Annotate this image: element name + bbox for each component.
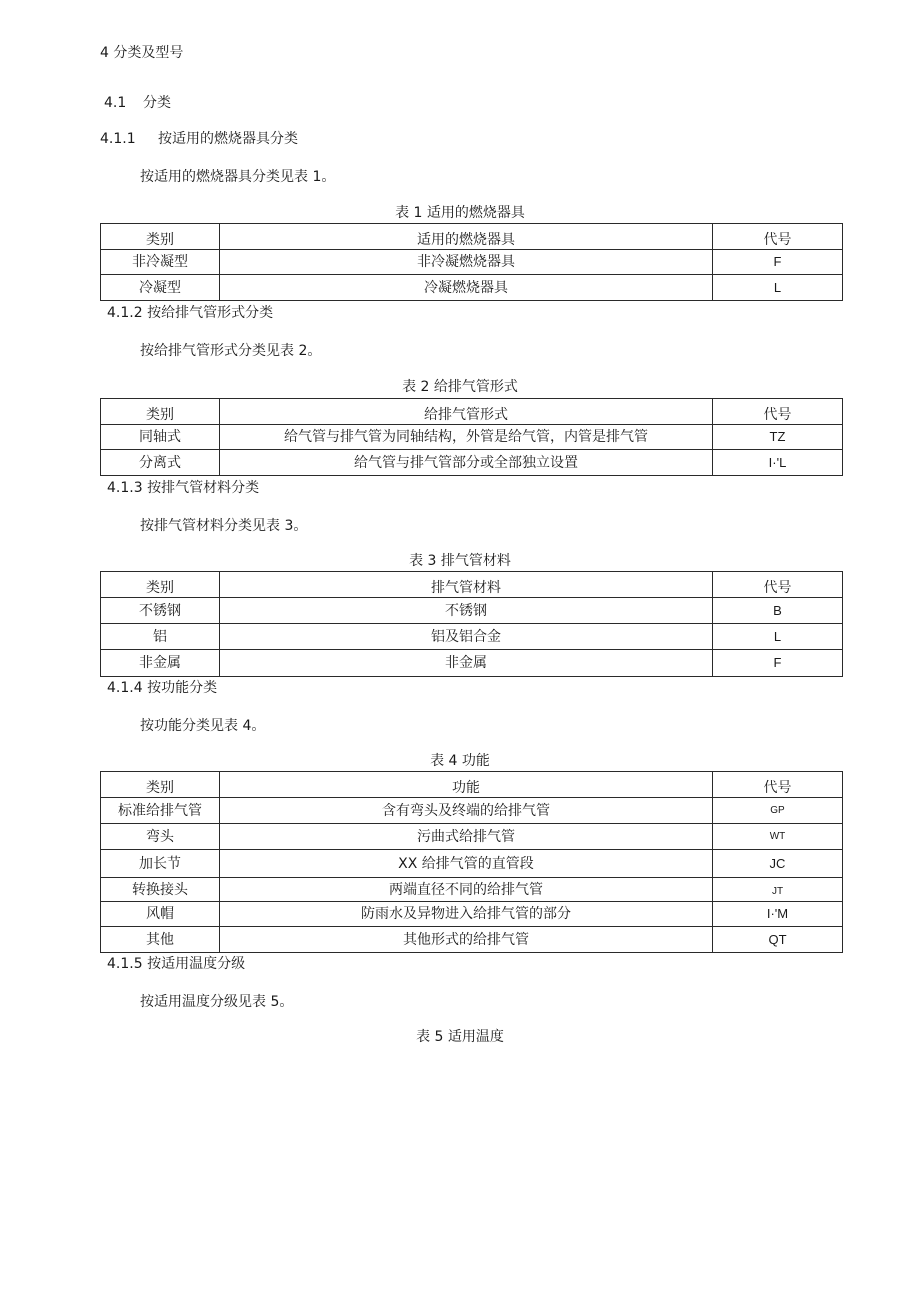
table-row (101, 878, 843, 902)
table-2 (100, 398, 843, 476)
table-4 (100, 771, 843, 953)
code-cell: I·'L (713, 450, 843, 476)
table-row (101, 850, 843, 878)
table-1-caption: 表 1 适用的燃烧器具 (395, 205, 525, 221)
header-cell: 功能 (220, 772, 713, 798)
code-cell: WT (713, 824, 843, 850)
table-3 (100, 571, 843, 677)
code-cell: F (713, 650, 843, 677)
table-header-row (101, 224, 843, 250)
header-cell: 代号 (713, 572, 843, 598)
table-cell: 同轴式 (101, 425, 220, 450)
table-cell: 其他 (101, 927, 220, 953)
header-cell: 代号 (713, 224, 843, 250)
code-cell: JT (713, 878, 843, 902)
section-heading-4: 4 分类及型号 (100, 45, 184, 61)
table-cell: 弯头 (101, 824, 220, 850)
table-header-row (101, 572, 843, 598)
table-cell: 分离式 (101, 450, 220, 476)
table-cell: 冷凝燃烧器具 (220, 275, 713, 301)
table-cell: 非金属 (220, 650, 713, 677)
table-cell: 两端直径不同的给排气管 (220, 878, 713, 902)
table-cell: 铝及铝合金 (220, 624, 713, 650)
section-title-4-1-3: 4.1.3 按排气管材料分类 (107, 480, 260, 496)
header-cell: 类别 (101, 772, 220, 798)
section-number-4-1: 4.1 (104, 95, 127, 111)
table-cell: 标准给排气管 (101, 798, 220, 824)
section-number-4-1-1: 4.1.1 (100, 131, 136, 147)
header-cell: 类别 (101, 224, 220, 250)
code-cell: I·'M (713, 902, 843, 927)
header-cell: 适用的燃烧器具 (220, 224, 713, 250)
paragraph-4-1-1: 按适用的燃烧器具分类见表 1。 (140, 169, 336, 185)
section-title-4-1-2: 4.1.2 按给排气管形式分类 (107, 305, 274, 321)
header-cell: 给排气管形式 (220, 399, 713, 425)
header-cell: 代号 (713, 772, 843, 798)
table-cell: 非冷凝型 (101, 250, 220, 275)
table-cell: 给气管与排气管部分或全部独立设置 (220, 450, 713, 476)
table-cell: 冷凝型 (101, 275, 220, 301)
table-cell: 防雨水及异物进入给排气管的部分 (220, 902, 713, 927)
table-3-caption: 表 3 排气管材料 (409, 553, 511, 569)
table-1 (100, 223, 843, 301)
table-header-row (101, 772, 843, 798)
table-row (101, 624, 843, 650)
table-row (101, 250, 843, 275)
table-5-caption: 表 5 适用温度 (416, 1029, 504, 1045)
code-cell: L (713, 275, 843, 301)
paragraph-4-1-5: 按适用温度分级见表 5。 (140, 994, 294, 1010)
table-row (101, 824, 843, 850)
table-cell: 不锈钢 (101, 598, 220, 624)
table-cell: 非金属 (101, 650, 220, 677)
header-cell: 类别 (101, 399, 220, 425)
table-cell: 含有弯头及终端的给排气管 (220, 798, 713, 824)
header-cell: 代号 (713, 399, 843, 425)
table-cell: 污曲式给排气管 (220, 824, 713, 850)
table-row (101, 798, 843, 824)
header-cell: 排气管材料 (220, 572, 713, 598)
code-cell: L (713, 624, 843, 650)
table-row (101, 598, 843, 624)
paragraph-4-1-2: 按给排气管形式分类见表 2。 (140, 343, 322, 359)
table-header-row (101, 399, 843, 425)
table-cell: 非冷凝燃烧器具 (220, 250, 713, 275)
table-cell: 转换接头 (101, 878, 220, 902)
table-4-caption: 表 4 功能 (430, 753, 490, 769)
table-row (101, 650, 843, 677)
code-cell: JC (713, 850, 843, 878)
paragraph-4-1-3: 按排气管材料分类见表 3。 (140, 518, 308, 534)
table-row (101, 450, 843, 476)
table-cell: 其他形式的给排气管 (220, 927, 713, 953)
table-row (101, 275, 843, 301)
section-title-4-1-1: 按适用的燃烧器具分类 (158, 131, 298, 147)
code-cell: B (713, 598, 843, 624)
table-cell: 铝 (101, 624, 220, 650)
paragraph-4-1-4: 按功能分类见表 4。 (140, 718, 266, 734)
code-cell: F (713, 250, 843, 275)
section-title-4-1-4: 4.1.4 按功能分类 (107, 680, 218, 696)
table-cell: 风帽 (101, 902, 220, 927)
table-cell: 给气管与排气管为同轴结构，外管是给气管，内管是排气管 (220, 425, 713, 450)
code-cell: QT (713, 927, 843, 953)
section-title-4-1-5: 4.1.5 按适用温度分级 (107, 956, 246, 972)
table-row (101, 902, 843, 927)
header-cell: 类别 (101, 572, 220, 598)
table-row (101, 425, 843, 450)
table-cell: XX 给排气管的直管段 (220, 850, 713, 878)
table-cell: 不锈钢 (220, 598, 713, 624)
table-cell: 加长节 (101, 850, 220, 878)
section-title-4-1: 分类 (143, 95, 171, 111)
code-cell: TZ (713, 425, 843, 450)
table-row (101, 927, 843, 953)
table-2-caption: 表 2 给排气管形式 (402, 379, 518, 395)
code-cell: GP (713, 798, 843, 824)
